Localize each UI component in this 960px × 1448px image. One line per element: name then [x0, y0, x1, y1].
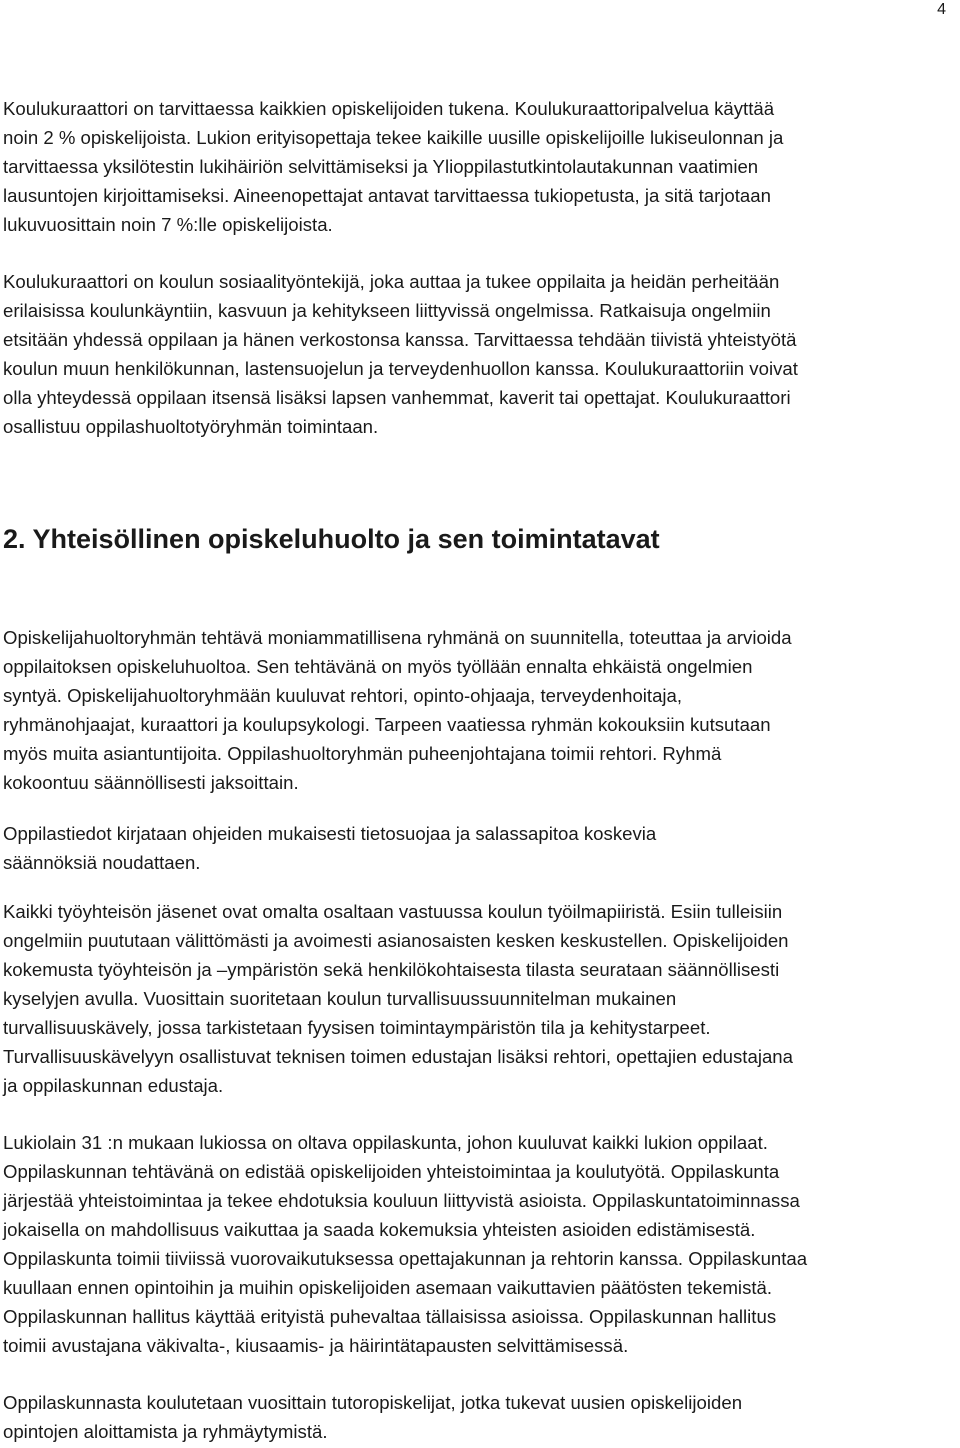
text-line: ryhmänohjaajat, kuraattori ja koulupsykologi. Tarpeen vaatiessa ryhmän kokouksiin kutsutaan	[3, 714, 771, 735]
text-line: Oppilaskunnasta koulutetaan vuosittain tutoropiskelijat, jotka tukevat uusien opiskelijoiden	[3, 1392, 743, 1413]
text-line: lukuvuosittain noin 7 %:lle opiskelijoista.	[3, 214, 333, 235]
text-line: koulun muun henkilökunnan, lastensuojelun ja terveydenhuollon kanssa. Koulukuraattoriin voivat	[3, 358, 798, 379]
text-line: syntyä. Opiskelijahuoltoryhmään kuuluvat rehtori, opinto-ohjaaja, terveydenhoitaja,	[3, 685, 683, 706]
text-line: Koulukuraattori on koulun sosiaalityöntekijä, joka auttaa ja tukee oppilaita ja heidän perheitään	[3, 271, 780, 292]
text-line: ongelmiin puututaan välittömästi ja avoimesti asianosaisten kesken keskustellen. Opiskelijoiden	[3, 930, 789, 951]
text-line: Turvallisuuskävelyyn osallistuvat teknisen toimen edustajan lisäksi rehtori, opettajien edustajana	[3, 1046, 793, 1067]
text-line: tarvittaessa yksilötestin lukihäiriön selvittämiseksi ja Ylioppilastutkintolautakunnan vaatimien	[3, 156, 759, 177]
text-line: turvallisuuskävely, jossa tarkistetaan fyysisen toimintaympäristön tila ja kehitystarpeet.	[3, 1017, 711, 1038]
text-line: kyselyjen avulla. Vuosittain suoritetaan koulun turvallisuussuunnitelman mukainen	[3, 988, 677, 1009]
text-line: olla yhteydessä oppilaan itsensä lisäksi lapsen vanhemmat, kaverit tai opettajat. Koulukuraattori	[3, 387, 791, 408]
text-line: osallistuu oppilashuoltotyöryhmän toimintaan.	[3, 416, 379, 437]
text-line: Oppilaskunta toimii tiiviissä vuorovaikutuksessa opettajakunnan ja rehtorin kanssa. Oppilaskuntaa	[3, 1248, 808, 1269]
text-line: Lukiolain 31 :n mukaan lukiossa on oltava oppilaskunta, johon kuuluvat kaikki lukion oppilaat.	[3, 1132, 768, 1153]
text-line: Oppilastiedot kirjataan ohjeiden mukaisesti tietosuojaa ja salassapitoa koskevia	[3, 823, 657, 844]
text-line: noin 2 % opiskelijoista. Lukion erityisopettaja tekee kaikille uusille opiskelijoille lukiseulonnan ja	[3, 127, 784, 148]
text-line: kokemusta työyhteisön ja –ympäristön sekä henkilökohtaisesta tilasta seurataan säännöllisesti	[3, 959, 780, 980]
text-line: Oppilaskunnan hallitus käyttää erityistä puhevaltaa tällaisissa asioissa. Oppilaskunnan hallitus	[3, 1306, 777, 1327]
page-number: 4	[937, 1, 946, 18]
text-line: opintojen aloittamista ja ryhmäytymistä.	[3, 1421, 328, 1442]
text-line: etsitään yhdessä oppilaan ja hänen verkostonsa kanssa. Tarvittaessa tehdään tiivistä yhteistyötä	[3, 329, 797, 350]
text-line: kuullaan ennen opintoihin ja muihin opiskelijoiden asemaan vaikuttavien päätösten tekemistä.	[3, 1277, 773, 1298]
text-line: lausuntojen kirjoittamiseksi. Aineenopettajat antavat tarvittaessa tukiopetusta, ja sitä tarjotaan	[3, 185, 771, 206]
text-line: kokoontuu säännöllisesti jaksoittain.	[3, 772, 299, 793]
text-line: ja oppilaskunnan edustaja.	[3, 1075, 224, 1096]
text-line: Oppilaskunnan tehtävänä on edistää opiskelijoiden yhteistoimintaa ja koulutyötä. Oppilaskunta	[3, 1161, 780, 1182]
text-line: myös muita asiantuntijoita. Oppilashuoltoryhmän puheenjohtajana toimii rehtori. Ryhmä	[3, 743, 722, 764]
section-heading: 2. Yhteisöllinen opiskeluhuolto ja sen toimintatavat	[3, 524, 660, 554]
text-line: jokaisella on mahdollisuus vaikuttaa ja saada kokemuksia yhteisten asioiden edistämisestä.	[3, 1219, 756, 1240]
text-line: järjestää yhteistoimintaa ja tekee ehdotuksia kouluun liittyvistä asioista. Oppilaskuntatoiminnassa	[3, 1190, 800, 1211]
text-line: toimii avustajana väkivalta-, kiusaamis- ja häirintätapausten selvittämisessä.	[3, 1335, 629, 1356]
text-line: Kaikki työyhteisön jäsenet ovat omalta osaltaan vastuussa koulun työilmapiiristä. Esiin tulleisiin	[3, 901, 783, 922]
text-line: Koulukuraattori on tarvittaessa kaikkien opiskelijoiden tukena. Koulukuraattoripalvelua käyttää	[3, 98, 775, 119]
text-line: oppilaitoksen opiskeluhuoltoa. Sen tehtävänä on myös työllään ennalta ehkäistä ongelmien	[3, 656, 753, 677]
text-line: erilaisissa koulunkäyntiin, kasvuun ja kehitykseen liittyvissä ongelmissa. Ratkaisuja ongelmiin	[3, 300, 771, 321]
text-line: Opiskelijahuoltoryhmän tehtävä moniammatillisena ryhmänä on suunnitella, toteuttaa ja arvioida	[3, 627, 792, 648]
text-line: säännöksiä noudattaen.	[3, 852, 201, 873]
